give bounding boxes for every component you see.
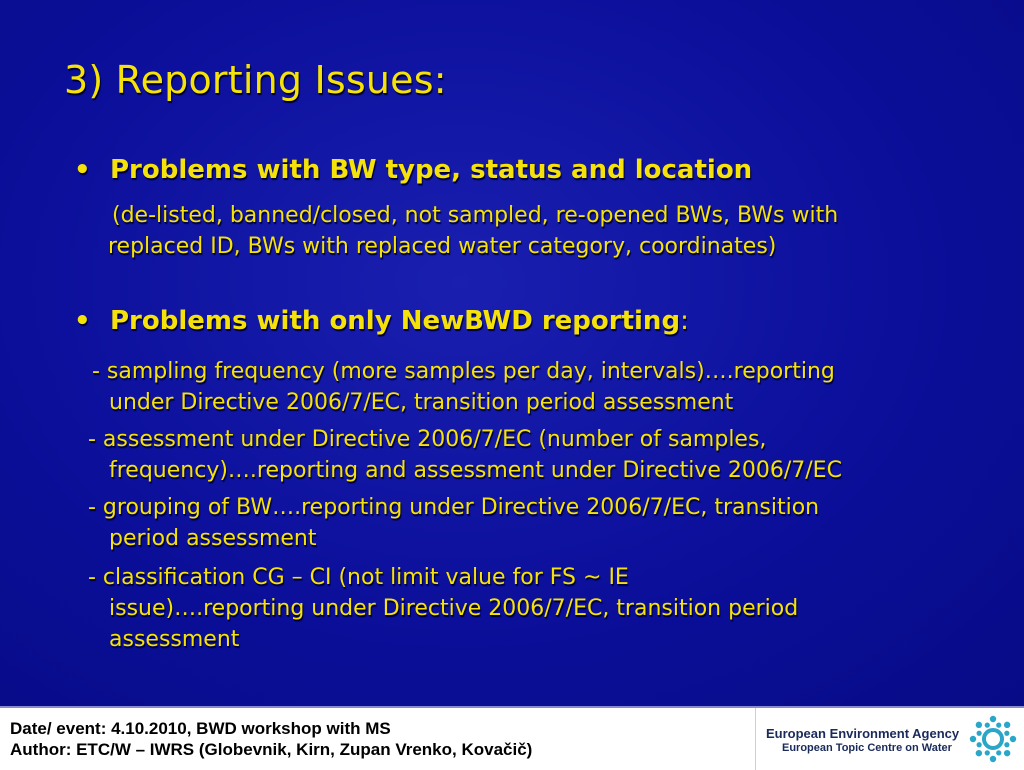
bullet-1-detail	[108, 200, 838, 262]
eea-water-swirl-icon	[968, 714, 1018, 764]
logo-swirl-dot	[976, 750, 982, 756]
logo-swirl-dot	[976, 722, 982, 728]
sub-item-line: - grouping of BW….reporting under Directive 2006/7/EC, transition	[88, 495, 820, 520]
bullet-2-colon: :	[680, 306, 689, 336]
footer-date-event: Date/ event: 4.10.2010, BWD workshop with MS	[10, 719, 391, 738]
sub-item-line: - assessment under Directive 2006/7/EC (number of samples,	[88, 427, 767, 452]
sub-item-classification	[88, 562, 798, 655]
slide-title: 3) Reporting Issues:	[64, 58, 447, 102]
logo-swirl-dot	[977, 731, 982, 736]
sub-item-line: - classification CG – CI (not limit value for FS ~ IE	[88, 565, 629, 590]
sub-item-grouping	[88, 492, 819, 554]
sub-item-assessment	[88, 424, 842, 486]
bullet-2-heading: Problems with only NewBWD reporting	[110, 306, 681, 336]
logo-swirl-dot	[985, 723, 990, 728]
logo-swirl-dot	[1004, 731, 1009, 736]
logo-swirl-dot	[996, 723, 1001, 728]
bullet-2	[74, 306, 689, 336]
bullet-marker: •	[74, 155, 91, 185]
sub-item-line: under Directive 2006/7/EC, transition period assessment	[109, 390, 734, 415]
logo-swirl-core	[984, 730, 1002, 748]
sub-item-line: issue)….reporting under Directive 2006/7/EC, transition period	[109, 596, 799, 621]
bullet-1-detail-line-2: replaced ID, BWs with replaced water category, coordinates)	[108, 234, 777, 259]
bullet-1	[74, 155, 752, 185]
logo-swirl-dot	[996, 750, 1001, 755]
logo-swirl-dot	[970, 736, 976, 742]
logo-topic-centre: European Topic Centre on Water	[782, 742, 952, 754]
logo-swirl-dot	[990, 716, 996, 722]
logo-swirl-dot	[985, 750, 990, 755]
slide-footer	[0, 706, 1024, 770]
logo-swirl-dot	[1004, 722, 1010, 728]
logo-swirl-dot	[1004, 742, 1009, 747]
eea-logo	[755, 708, 1024, 770]
footer-meta	[10, 718, 532, 760]
logo-swirl-dot	[977, 742, 982, 747]
footer-author: Author: ETC/W – IWRS (Globevnik, Kirn, Zupan Vrenko, Kovačič)	[10, 740, 533, 759]
sub-item-line: period assessment	[109, 526, 317, 551]
bullet-marker: •	[74, 306, 91, 336]
sub-item-line: assessment	[109, 627, 240, 652]
logo-swirl-dot	[1010, 736, 1016, 742]
sub-item-line: frequency)….reporting and assessment under Directive 2006/7/EC	[109, 458, 842, 483]
bullet-1-detail-line-1: (de-listed, banned/closed, not sampled, re-opened BWs, BWs with	[112, 203, 839, 228]
logo-swirl-dot	[990, 756, 996, 762]
logo-swirl-dot	[1004, 750, 1010, 756]
sub-item-sampling-frequency	[92, 356, 835, 418]
sub-item-line: - sampling frequency (more samples per day, intervals)….reporting	[92, 359, 835, 384]
bullet-1-heading: Problems with BW type, status and location	[110, 155, 753, 185]
logo-agency-name: European Environment Agency	[766, 726, 960, 741]
